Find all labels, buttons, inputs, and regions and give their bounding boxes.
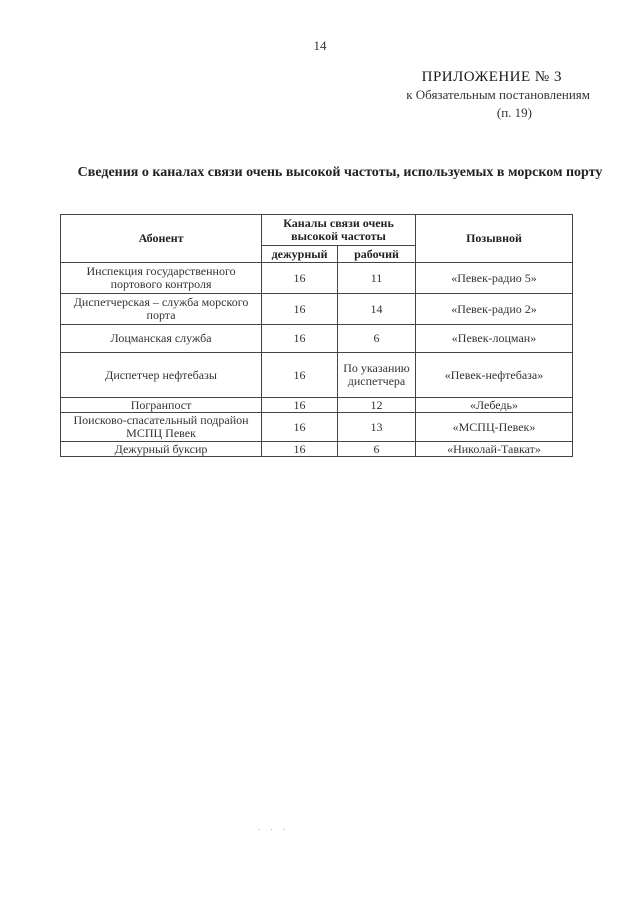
cell-subscriber: Дежурный буксир: [61, 442, 262, 457]
cell-working: 12: [338, 398, 416, 413]
cell-callsign: «Певек-радио 2»: [415, 294, 572, 325]
cell-working: 6: [338, 325, 416, 353]
header-channels-group: Каналы связи очень высокой частоты: [262, 215, 416, 246]
cell-duty: 16: [262, 353, 338, 398]
page-number: 14: [313, 38, 327, 53]
cell-duty: 16: [262, 398, 338, 413]
table-row: [61, 413, 573, 442]
cell-duty: 16: [262, 442, 338, 457]
cell-working: 14: [338, 294, 416, 325]
cell-subscriber: Погранпост: [61, 398, 262, 413]
vhf-channels-table: [60, 214, 573, 457]
cell-working: По указанию диспетчера: [338, 353, 416, 398]
appendix-reference: к Обязательным постановлениям: [406, 87, 590, 102]
header-subscriber: Абонент: [61, 215, 262, 263]
appendix-point: (п. 19): [496, 105, 532, 120]
cell-working: 11: [338, 263, 416, 294]
footer-mark: . . .: [258, 822, 290, 832]
cell-subscriber: Инспекция государственного портового контроля: [61, 263, 262, 294]
cell-callsign: «МСПЦ-Певек»: [415, 413, 572, 442]
cell-subscriber: Диспетчерская – служба морского порта: [61, 294, 262, 325]
header-callsign: Позывной: [415, 215, 572, 263]
cell-duty: 16: [262, 325, 338, 353]
cell-callsign: «Певек-радио 5»: [415, 263, 572, 294]
table-row: [61, 263, 573, 294]
cell-working: 13: [338, 413, 416, 442]
cell-subscriber: Лоцманская служба: [61, 325, 262, 353]
cell-callsign: «Николай-Тавкат»: [415, 442, 572, 457]
cell-duty: 16: [262, 263, 338, 294]
table-header-row: [61, 215, 573, 246]
cell-duty: 16: [262, 413, 338, 442]
cell-callsign: «Певек-лоцман»: [415, 325, 572, 353]
header-working: рабочий: [338, 246, 416, 263]
table-row: [61, 442, 573, 457]
table-row: [61, 325, 573, 353]
table-row: [61, 294, 573, 325]
appendix-title: ПРИЛОЖЕНИЕ № 3: [421, 69, 562, 85]
cell-duty: 16: [262, 294, 338, 325]
cell-subscriber: Диспетчер нефтебазы: [61, 353, 262, 398]
header-duty: дежурный: [262, 246, 338, 263]
cell-callsign: «Певек-нефтебаза»: [415, 353, 572, 398]
document-title: Сведения о каналах связи очень высокой частоты, используемых в морском порту: [77, 165, 603, 180]
table-row: [61, 353, 573, 398]
cell-callsign: «Лебедь»: [415, 398, 572, 413]
table-row: [61, 398, 573, 413]
appendix-block: [330, 68, 590, 122]
cell-subscriber: Поисково-спасательный подрайон МСПЦ Певек: [61, 413, 262, 442]
cell-working: 6: [338, 442, 416, 457]
